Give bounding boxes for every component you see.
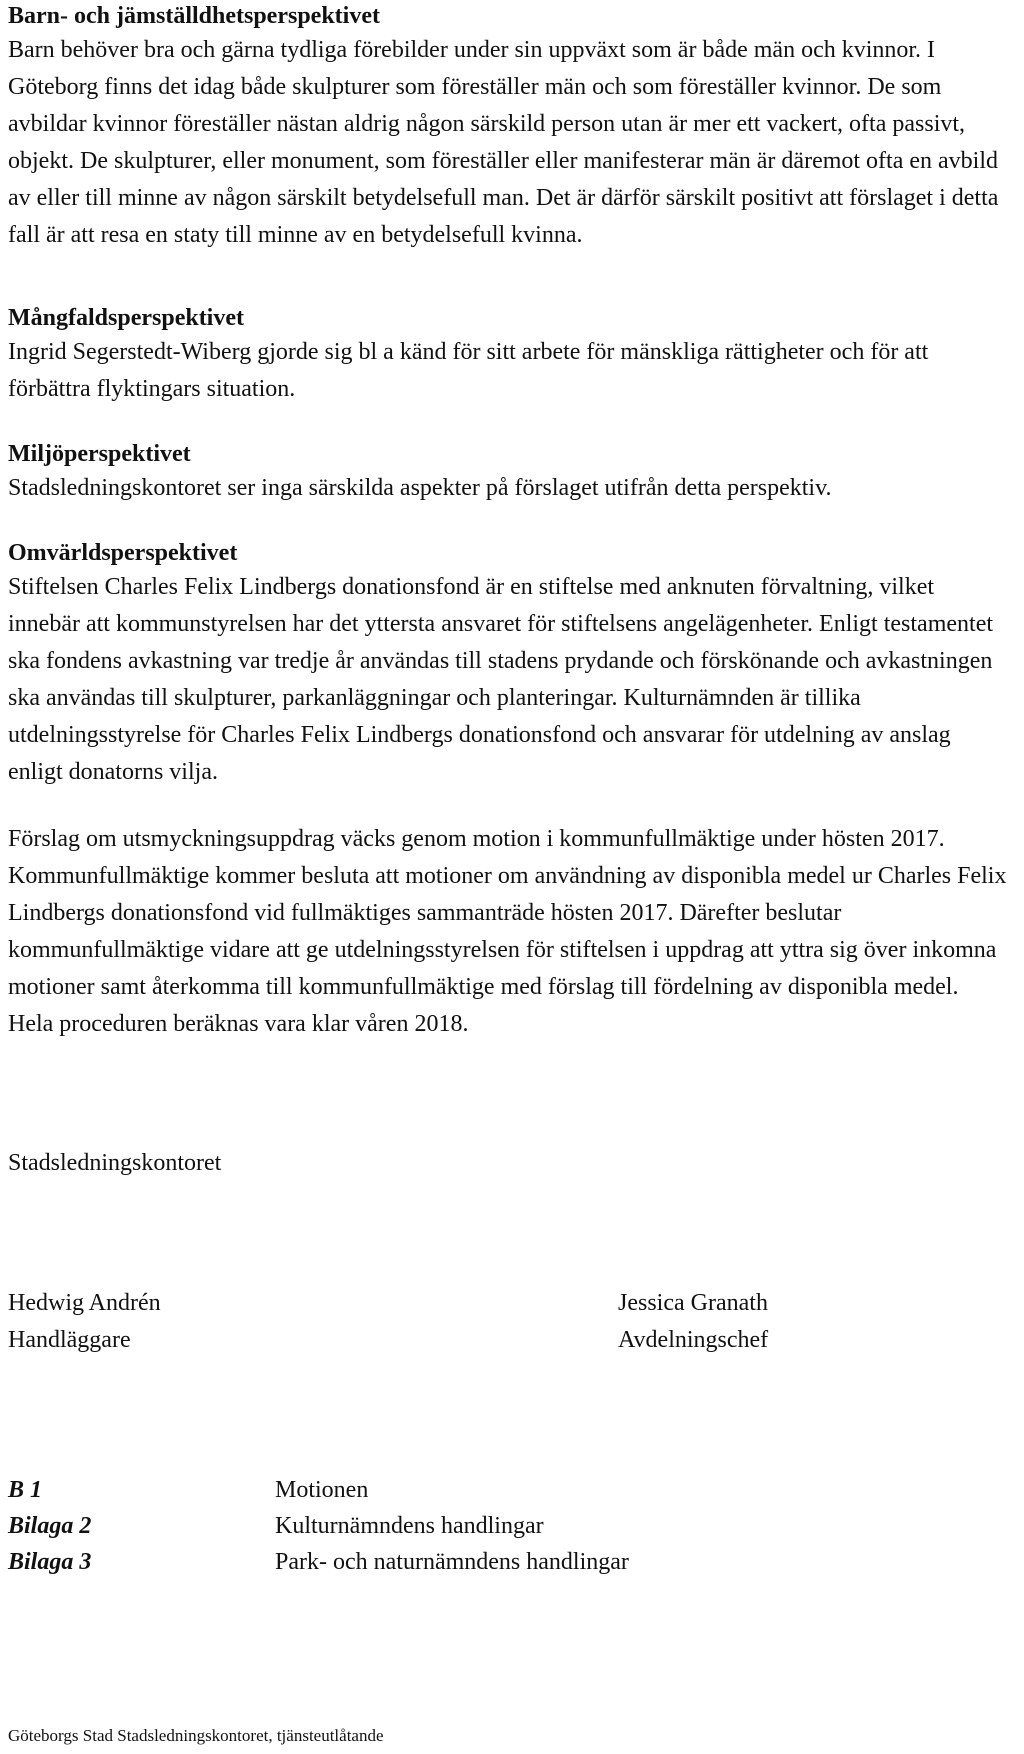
attachment-description: Park- och naturnämndens handlingar xyxy=(275,1549,629,1575)
section-text: Stadsledningskontoret ser inga särskilda aspekter på förslaget utifrån detta perspektiv. xyxy=(8,475,832,501)
section-child-gender-perspective xyxy=(8,0,1008,254)
page-footer: Göteborgs Stad Stadsledningskontoret, tjänsteutlåtande xyxy=(8,1726,384,1745)
section-text-continued: Förslag om utsmyckningsuppdrag väcks genom motion i kommunfullmäktige under hösten 2017. Kommunfullmäktige kommer besluta att motioner om användning av disponibla medel ur Charles Felix Lindbergs donationsfond vid fullmäktiges sammanträde hösten 2017. Därefter beslutar kommunfullmäktige vidare att ge utdelningsstyrelsen för stiftelsen i uppdrag att yttra sig över inkomna motioner samt återkomma till kommunfullmäktige med förslag till fördelning av disponibla medel. Hela proceduren beräknas vara klar våren 2018. xyxy=(8,826,1007,1037)
signatory-name: Jessica Granath xyxy=(618,1290,768,1316)
section-text: Stiftelsen Charles Felix Lindbergs donationsfond är en stiftelse med anknuten förvaltning, vilket innebär att kommunstyrelsen har det yttersta ansvaret för stiftelsens angelägenheter. Enligt testamentet ska fondens avkastning var tredje år användas till stadens prydande och förskönande och avkastningen ska användas till skulpturer, parkanläggningar och planteringar. Kulturnämnden är tillika utdelningsstyrelse för Charles Felix Lindbergs donationsfond och ansvarar för utdelning av anslag enligt donatorns vilja. xyxy=(8,574,994,785)
attachment-label: Bilaga 3 xyxy=(8,1549,92,1575)
section-world-perspective xyxy=(8,537,1008,791)
section-heading: Mångfaldsperspektivet xyxy=(8,305,244,331)
signatory-name: Hedwig Andrén xyxy=(8,1290,161,1316)
attachment-description: Kulturnämndens handlingar xyxy=(275,1513,544,1539)
attachment-row xyxy=(8,1508,1008,1544)
section-text: Ingrid Segerstedt-Wiberg gjorde sig bl a känd för sitt arbete för mänskliga rättigheter och för att förbättra flyktingars situation. xyxy=(8,339,929,402)
section-text: Barn behöver bra och gärna tydliga förebilder under sin uppväxt som är både män och kvinnor. I Göteborg finns det idag både skulpturer som föreställer män och som föreställer kvinnor. De som avbildar kvinnor föreställer nästan aldrig någon särskild person utan är mer ett vackert, ofta passivt, objekt. De skulpturer, eller monument, som föreställer eller manifesterar män är däremot ofta en avbild av eller till minne av någon särskilt betydelsefull man. Det är därför särskilt positivt att förslaget i detta fall är att resa en staty till minne av en betydelsefull kvinna. xyxy=(8,37,999,248)
attachment-list xyxy=(8,1472,1008,1580)
section-heading: Barn- och jämställdhetsperspektivet xyxy=(8,3,380,29)
attachment-row xyxy=(8,1544,1008,1580)
attachment-label: B 1 xyxy=(8,1477,43,1503)
section-heading: Miljöperspektivet xyxy=(8,441,191,467)
attachment-row xyxy=(8,1472,1008,1508)
signature-block-right xyxy=(618,1285,768,1359)
office-name: Stadsledningskontoret xyxy=(8,1150,222,1176)
signatory-title: Handläggare xyxy=(8,1327,131,1353)
section-heading: Omvärldsperspektivet xyxy=(8,540,238,566)
section-diversity-perspective xyxy=(8,302,1008,408)
attachment-description: Motionen xyxy=(275,1477,369,1503)
signature-block-left xyxy=(8,1285,161,1359)
attachment-label: Bilaga 2 xyxy=(8,1513,92,1539)
signatory-title: Avdelningschef xyxy=(618,1327,769,1353)
section-environment-perspective xyxy=(8,438,832,507)
